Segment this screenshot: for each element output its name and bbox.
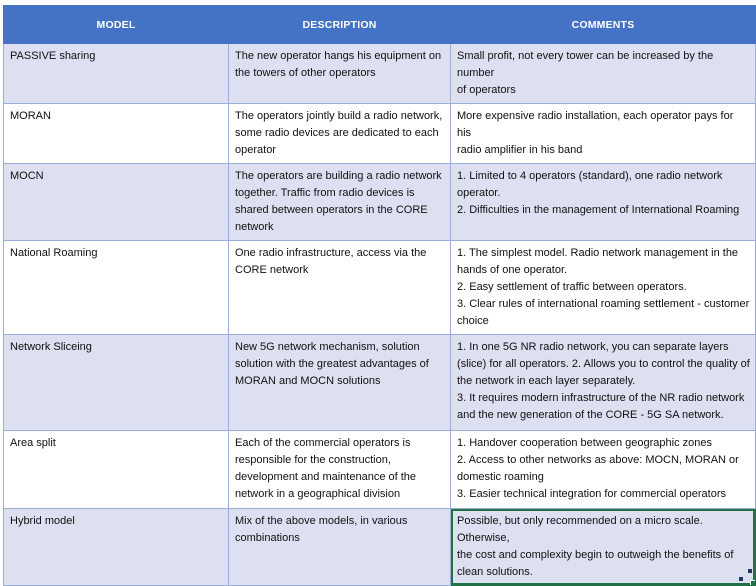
cell-description[interactable]: New 5G network mechanism, solution solution with the greatest advantages of MORAN and MOCN solutions (229, 335, 451, 431)
cell-comments[interactable]: Possible, but only recommended on a micro scale. Otherwise, the cost and complexity begin to outweigh the benefits of clean solutions. (451, 509, 756, 586)
cell-description[interactable]: The new operator hangs his equipment on the towers of other operators (229, 44, 451, 104)
cell-model[interactable]: Area split (4, 431, 229, 509)
table-row (4, 44, 756, 104)
cell-model[interactable]: Hybrid model (4, 509, 229, 586)
cell-model[interactable]: National Roaming (4, 241, 229, 335)
cell-comments[interactable]: 1. The simplest model. Radio network management in the hands of one operator. 2. Easy settlement of traffic between operators. 3. Clear rules of international roaming settlement - customer choice (451, 241, 756, 335)
cell-model[interactable]: Network Sliceing (4, 335, 229, 431)
cell-comments[interactable]: 1. Limited to 4 operators (standard), one radio network operator. 2. Difficulties in the management of International Roaming (451, 164, 756, 241)
column-header-comments[interactable]: COMMENTS (451, 6, 756, 44)
column-header-model[interactable]: MODEL (4, 6, 229, 44)
cell-model[interactable]: PASSIVE sharing (4, 44, 229, 104)
table-header (4, 6, 756, 44)
comparison-table (3, 5, 756, 586)
table-row (4, 241, 756, 335)
cell-description[interactable]: One radio infrastructure, access via the CORE network (229, 241, 451, 335)
table-row (4, 431, 756, 509)
table-row (4, 164, 756, 241)
cell-comments[interactable]: 1. In one 5G NR radio network, you can separate layers (slice) for all operators. 2. Allows you to control the quality of the network in each layer separately. 3. It requires modern infrastructure of the NR radio network and the new generation of the CORE - 5G SA network. (451, 335, 756, 431)
cell-comments[interactable]: More expensive radio installation, each operator pays for his radio amplifier in his band (451, 104, 756, 164)
column-header-description[interactable]: DESCRIPTION (229, 6, 451, 44)
table-row (4, 335, 756, 431)
cell-comments[interactable]: 1. Handover cooperation between geographic zones 2. Access to other networks as above: MOCN, MORAN or domestic roaming 3. Easier technical integration for commercial operators (451, 431, 756, 509)
header-row (4, 6, 756, 44)
table-row (4, 509, 756, 586)
cell-comments[interactable]: Small profit, not every tower can be increased by the number of operators (451, 44, 756, 104)
selection-marker (739, 577, 743, 581)
selection-marker (748, 569, 752, 573)
cell-model[interactable]: MOCN (4, 164, 229, 241)
table-body (4, 44, 756, 586)
cell-model[interactable]: MORAN (4, 104, 229, 164)
cell-description[interactable]: The operators are building a radio network together. Traffic from radio devices is shared between operators in the CORE network (229, 164, 451, 241)
cell-description[interactable]: The operators jointly build a radio network, some radio devices are dedicated to each operator (229, 104, 451, 164)
table-row (4, 104, 756, 164)
fill-handle[interactable] (750, 580, 756, 586)
cell-description[interactable]: Mix of the above models, in various combinations (229, 509, 451, 586)
cell-description[interactable]: Each of the commercial operators is responsible for the construction, development and maintenance of the network in a geographical division (229, 431, 451, 509)
